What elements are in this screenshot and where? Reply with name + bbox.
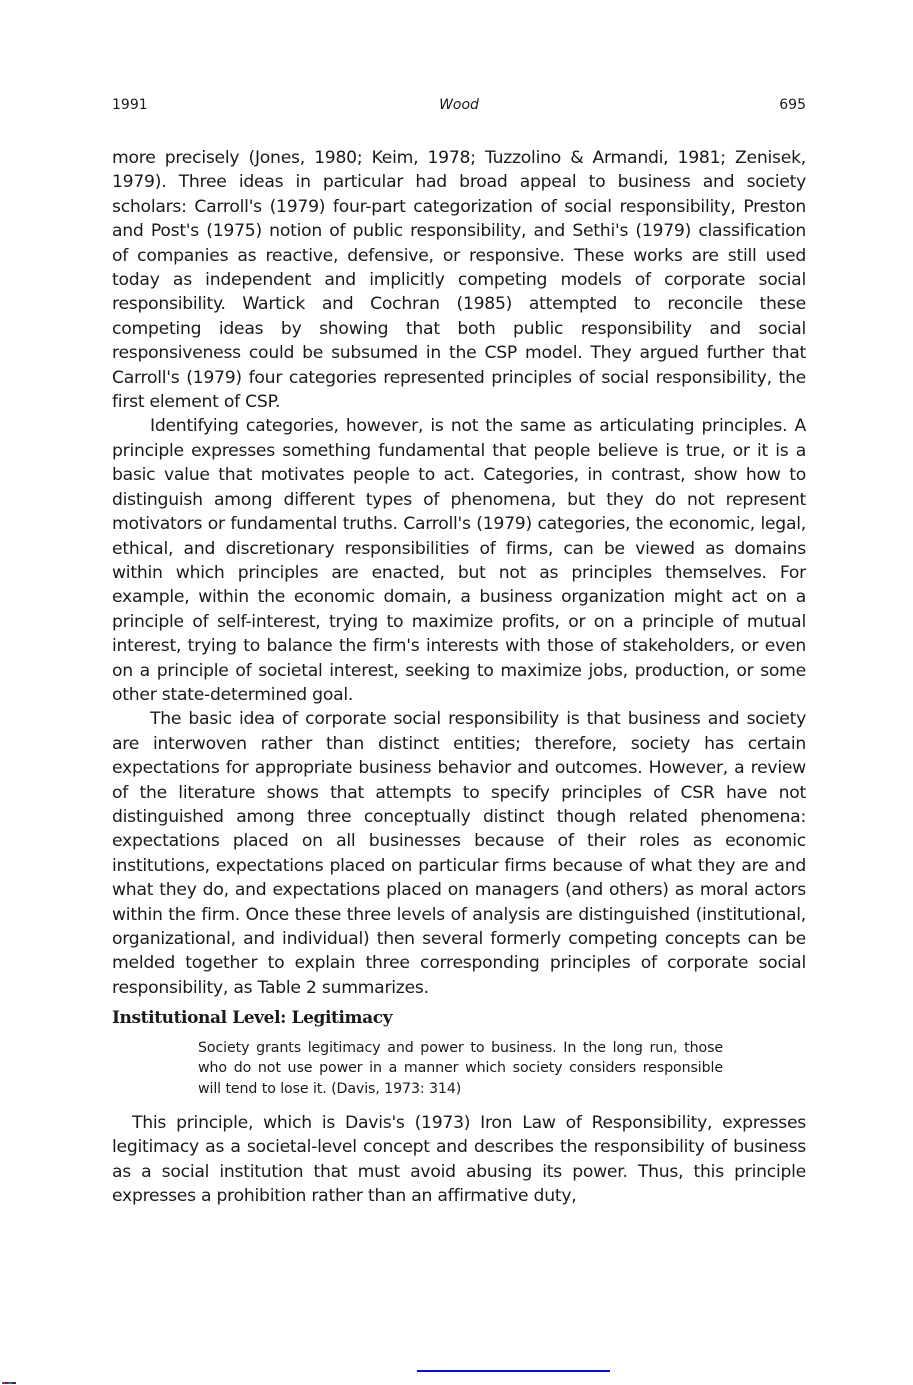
article-body <box>112 146 806 1208</box>
running-head <box>112 95 806 115</box>
running-head-year: 1991 <box>112 97 148 113</box>
paragraph-1: more precisely (Jones, 1980; Keim, 1978; Tuzzolino & Armandi, 1981; Zenisek, 1979). Three ideas in particular had broad appeal to business and society scholars: Carroll's (1979) four-part categorization of social responsibility, Preston and Post's (1975) notion of public responsibility, and Sethi's (1979) classification of companies as reactive, defensive, or responsive. These works are still used today as independent and implicitly competing models of corporate social responsibility. Wartick and Cochran (1985) attempted to reconcile these competing ideas by showing that both public responsibility and social responsiveness could be subsumed in the CSP model. They argued further that Carroll's (1979) four categories represented principles of social responsibility, the first element of CSP. <box>112 148 806 413</box>
paragraph-after-quote: This principle, which is Davis's (1973) Iron Law of Responsibility, expresses legitimacy as a societal-level concept and describes the responsibility of business as a social institution that must avoid abusing its power. Thus, this principle expresses a prohibition rather than an affirmative duty, <box>112 1112 806 1207</box>
page-number: 695 <box>779 97 806 113</box>
footer-rule <box>417 1370 610 1372</box>
paragraph-2: Identifying categories, however, is not the same as articulating principles. A principle expresses something fundamental that people believe is true, or it is a basic value that motivates people to act. Categories, in contrast, show how to distinguish among different types of phenomena, but they do not represent motivators or fundamental truths. Carroll's (1979) categories, the economic, legal, ethical, and discretionary responsibilities of firms, can be viewed as domains within which principles are enacted, but not as principles themselves. For example, within the economic domain, a business organization might act on a principle of self-interest, trying to maximize profits, or on a principle of mutual interest, trying to balance the firm's interests with those of stakeholders, or even on a principle of societal interest, seeking to maximize jobs, production, or some other state-determined goal. <box>112 416 806 705</box>
running-head-author: Wood <box>439 97 479 113</box>
scan-artifact <box>2 1382 16 1384</box>
section-heading: Institutional Level: Legitimacy <box>112 1008 393 1029</box>
block-quote: Society grants legitimacy and power to business. In the long run, those who do not use power in a manner which society considers responsible will tend to lose it. (Davis, 1973: 314) <box>198 1040 723 1097</box>
paragraph-3: The basic idea of corporate social responsibility is that business and society are interwoven rather than distinct entities; therefore, society has certain expectations for appropriate business behavior and outcomes. However, a review of the literature shows that attempts to specify principles of CSR have not distinguished among three conceptually distinct though related phenomena: expectations placed on all businesses because of their roles as economic institutions, expectations placed on particular firms because of what they are and what they do, and expectations placed on managers (and others) as moral actors within the firm. Once these three levels of analysis are distinguished (institutional, organizational, and individual) then several formerly competing concepts can be melded together to explain three corresponding principles of corporate social responsibility, as Table 2 summarizes. <box>112 709 806 998</box>
